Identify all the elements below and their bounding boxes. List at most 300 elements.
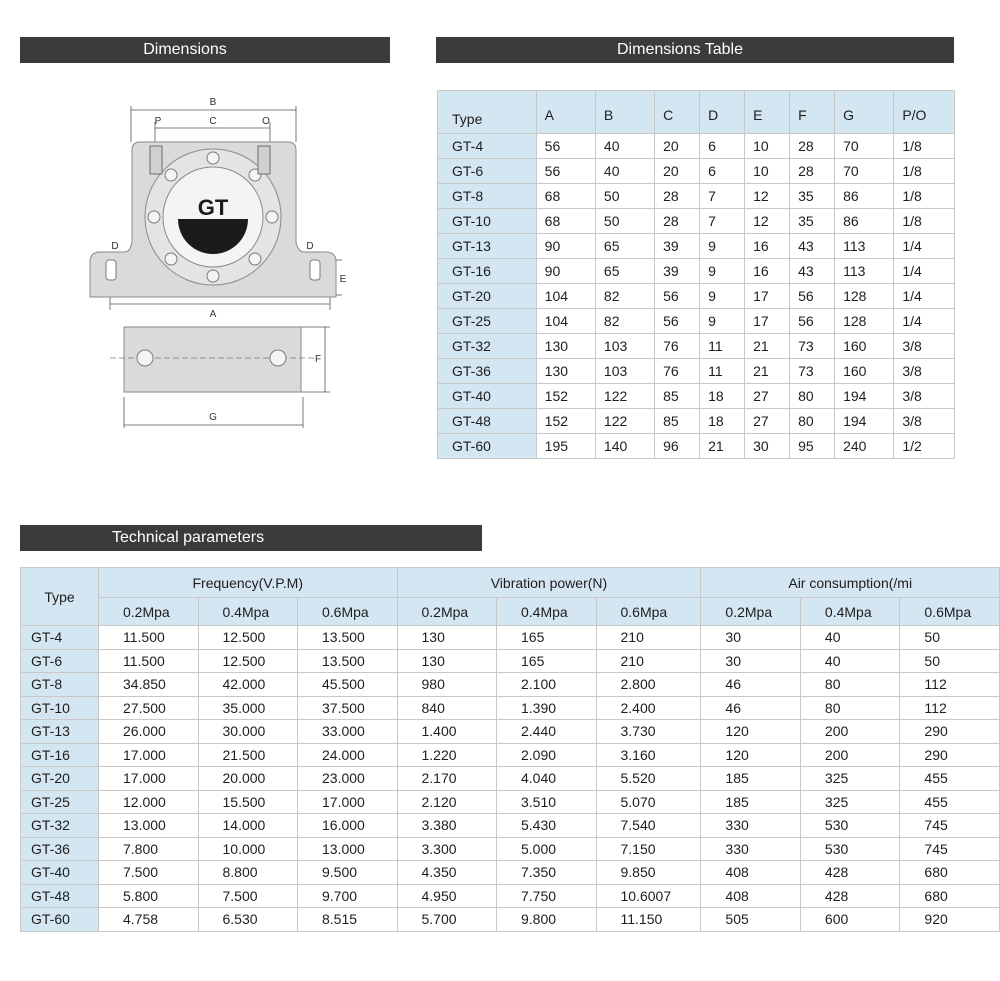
table-cell: 325 [800, 790, 900, 814]
table-cell: 39 [655, 234, 700, 259]
type-cell: GT-8 [438, 184, 537, 209]
table-cell: 210 [596, 649, 701, 673]
type-cell: GT-10 [21, 696, 99, 720]
table-cell: 34.850 [99, 673, 199, 697]
table-cell: 165 [497, 649, 597, 673]
group-header: Frequency(V.P.M) [99, 568, 398, 598]
column-header: G [835, 91, 894, 134]
table-cell: 408 [701, 861, 801, 885]
table-cell: 40 [800, 649, 900, 673]
table-cell: 11 [700, 359, 745, 384]
table-cell: 4.758 [99, 908, 199, 932]
table-cell: 13.000 [99, 814, 199, 838]
type-cell: GT-20 [438, 284, 537, 309]
table-cell: 14.000 [198, 814, 298, 838]
table-cell: 26.000 [99, 720, 199, 744]
table-cell: 16 [745, 259, 790, 284]
table-cell: 3.730 [596, 720, 701, 744]
table-cell: 17.000 [298, 790, 398, 814]
table-cell: 1/2 [894, 434, 955, 459]
table-cell: 505 [701, 908, 801, 932]
table-cell: 27.500 [99, 696, 199, 720]
table-cell: 5.700 [397, 908, 497, 932]
table-cell: 1.390 [497, 696, 597, 720]
table-cell: 290 [900, 720, 1000, 744]
label-b: B [209, 97, 217, 108]
dimensions-table [437, 90, 955, 459]
table-cell: 80 [790, 409, 835, 434]
table-cell: 330 [701, 837, 801, 861]
technical-parameters-heading: Technical parameters [20, 525, 482, 551]
table-row [21, 908, 1000, 932]
table-cell: 56 [536, 134, 595, 159]
pressure-header: 0.6Mpa [298, 598, 398, 626]
type-cell: GT-16 [438, 259, 537, 284]
table-row [438, 409, 955, 434]
table-cell: 82 [595, 284, 654, 309]
table-row [438, 134, 955, 159]
type-cell: GT-36 [438, 359, 537, 384]
table-cell: 30.000 [198, 720, 298, 744]
table-cell: 40 [595, 159, 654, 184]
table-row [438, 159, 955, 184]
table-cell: 76 [655, 334, 700, 359]
pressure-header-row [21, 598, 1000, 626]
table-cell: 5.520 [596, 767, 701, 791]
type-cell: GT-25 [21, 790, 99, 814]
table-cell: 65 [595, 259, 654, 284]
table-cell: 1.400 [397, 720, 497, 744]
table-cell: 194 [835, 384, 894, 409]
table-row [438, 184, 955, 209]
table-cell: 23.000 [298, 767, 398, 791]
table-cell: 530 [800, 814, 900, 838]
table-cell: 80 [790, 384, 835, 409]
type-cell: GT-48 [438, 409, 537, 434]
table-cell: 428 [800, 884, 900, 908]
label-o: O [262, 116, 270, 127]
table-cell: 3/8 [894, 384, 955, 409]
table-cell: 45.500 [298, 673, 398, 697]
table-cell: 46 [701, 673, 801, 697]
table-cell: 7.540 [596, 814, 701, 838]
pressure-header: 0.4Mpa [497, 598, 597, 626]
table-cell: 122 [595, 409, 654, 434]
table-cell: 86 [835, 209, 894, 234]
table-cell: 13.500 [298, 626, 398, 650]
table-cell: 65 [595, 234, 654, 259]
table-cell: 200 [800, 720, 900, 744]
table-cell: 130 [397, 649, 497, 673]
table-cell: 5.430 [497, 814, 597, 838]
type-cell: GT-13 [21, 720, 99, 744]
type-cell: GT-32 [21, 814, 99, 838]
table-cell: 70 [835, 159, 894, 184]
technical-parameters-table [20, 567, 1000, 932]
type-cell: GT-6 [21, 649, 99, 673]
table-row [21, 837, 1000, 861]
gt-logo: GT [197, 195, 229, 220]
table-cell: 17.000 [99, 767, 199, 791]
pressure-header: 0.4Mpa [198, 598, 298, 626]
column-header: Type [438, 91, 537, 134]
type-cell: GT-60 [438, 434, 537, 459]
table-cell: 3/8 [894, 359, 955, 384]
table-cell: 21 [745, 359, 790, 384]
table-cell: 330 [701, 814, 801, 838]
label-g: G [209, 412, 217, 423]
table-cell: 1/4 [894, 309, 955, 334]
table-cell: 5.800 [99, 884, 199, 908]
table-cell: 12 [745, 209, 790, 234]
table-cell: 9.800 [497, 908, 597, 932]
dimensions-table-header [438, 91, 955, 134]
table-cell: 40 [800, 626, 900, 650]
table-cell: 240 [835, 434, 894, 459]
table-cell: 12.500 [198, 649, 298, 673]
table-cell: 20 [655, 134, 700, 159]
table-cell: 3/8 [894, 334, 955, 359]
type-cell: GT-4 [21, 626, 99, 650]
table-cell: 130 [536, 334, 595, 359]
table-cell: 2.090 [497, 743, 597, 767]
table-cell: 28 [790, 134, 835, 159]
table-cell: 30 [701, 626, 801, 650]
table-cell: 9 [700, 234, 745, 259]
column-header: A [536, 91, 595, 134]
table-row [438, 334, 955, 359]
table-cell: 30 [745, 434, 790, 459]
table-cell: 1/8 [894, 159, 955, 184]
pressure-header: 0.2Mpa [397, 598, 497, 626]
table-row [21, 649, 1000, 673]
table-cell: 9.700 [298, 884, 398, 908]
table-cell: 745 [900, 837, 1000, 861]
table-cell: 7.500 [198, 884, 298, 908]
table-cell: 152 [536, 384, 595, 409]
table-cell: 160 [835, 334, 894, 359]
table-cell: 11.150 [596, 908, 701, 932]
table-cell: 16 [745, 234, 790, 259]
table-cell: 37.500 [298, 696, 398, 720]
table-cell: 160 [835, 359, 894, 384]
column-header: F [790, 91, 835, 134]
table-cell: 113 [835, 259, 894, 284]
pressure-header: 0.6Mpa [900, 598, 1000, 626]
table-cell: 1/4 [894, 284, 955, 309]
table-cell: 7.150 [596, 837, 701, 861]
table-cell: 35 [790, 209, 835, 234]
table-cell: 6.530 [198, 908, 298, 932]
table-cell: 56 [536, 159, 595, 184]
table-cell: 113 [835, 234, 894, 259]
table-cell: 120 [701, 720, 801, 744]
table-cell: 5.070 [596, 790, 701, 814]
table-cell: 2.120 [397, 790, 497, 814]
table-row [21, 767, 1000, 791]
table-cell: 104 [536, 284, 595, 309]
table-cell: 40 [595, 134, 654, 159]
table-cell: 152 [536, 409, 595, 434]
table-cell: 680 [900, 884, 1000, 908]
table-cell: 195 [536, 434, 595, 459]
table-cell: 1/8 [894, 184, 955, 209]
table-cell: 120 [701, 743, 801, 767]
table-cell: 68 [536, 184, 595, 209]
table-row [438, 259, 955, 284]
table-row [438, 384, 955, 409]
table-cell: 7.500 [99, 861, 199, 885]
table-cell: 3.510 [497, 790, 597, 814]
table-cell: 185 [701, 790, 801, 814]
table-cell: 56 [655, 284, 700, 309]
table-cell: 10 [745, 159, 790, 184]
label-d-right: D [306, 241, 314, 252]
table-cell: 1.220 [397, 743, 497, 767]
table-cell: 200 [800, 743, 900, 767]
table-cell: 35.000 [198, 696, 298, 720]
table-cell: 13.000 [298, 837, 398, 861]
table-cell: 70 [835, 134, 894, 159]
table-cell: 185 [701, 767, 801, 791]
table-cell: 428 [800, 861, 900, 885]
table-cell: 27 [745, 384, 790, 409]
table-row [438, 309, 955, 334]
table-cell: 128 [835, 309, 894, 334]
type-cell: GT-8 [21, 673, 99, 697]
table-cell: 325 [800, 767, 900, 791]
table-cell: 980 [397, 673, 497, 697]
table-cell: 4.350 [397, 861, 497, 885]
table-cell: 28 [655, 209, 700, 234]
table-cell: 3.160 [596, 743, 701, 767]
table-cell: 85 [655, 409, 700, 434]
table-cell: 73 [790, 359, 835, 384]
table-row [21, 696, 1000, 720]
table-cell: 1/4 [894, 234, 955, 259]
table-cell: 50 [900, 649, 1000, 673]
table-cell: 24.000 [298, 743, 398, 767]
table-cell: 104 [536, 309, 595, 334]
table-row [438, 234, 955, 259]
group-header-row [21, 568, 1000, 598]
vibrator-dimension-drawing [70, 92, 370, 432]
table-cell: 455 [900, 767, 1000, 791]
table-cell: 2.800 [596, 673, 701, 697]
dimensions-table-heading: Dimensions Table [436, 37, 954, 63]
pressure-header: 0.6Mpa [596, 598, 701, 626]
pressure-header: 0.2Mpa [99, 598, 199, 626]
table-cell: 6 [700, 134, 745, 159]
pressure-header: 0.4Mpa [800, 598, 900, 626]
table-cell: 11.500 [99, 626, 199, 650]
table-cell: 39 [655, 259, 700, 284]
table-cell: 96 [655, 434, 700, 459]
table-cell: 21 [745, 334, 790, 359]
type-cell: GT-40 [21, 861, 99, 885]
table-cell: 56 [790, 284, 835, 309]
table-cell: 4.040 [497, 767, 597, 791]
table-cell: 80 [800, 673, 900, 697]
table-cell: 50 [595, 209, 654, 234]
table-cell: 80 [800, 696, 900, 720]
table-cell: 76 [655, 359, 700, 384]
label-e: E [339, 274, 347, 285]
table-cell: 210 [596, 626, 701, 650]
table-cell: 50 [595, 184, 654, 209]
table-cell: 2.170 [397, 767, 497, 791]
table-cell: 7.750 [497, 884, 597, 908]
dimensions-heading: Dimensions [20, 37, 390, 63]
type-cell: GT-25 [438, 309, 537, 334]
table-cell: 56 [790, 309, 835, 334]
type-cell: GT-10 [438, 209, 537, 234]
table-cell: 73 [790, 334, 835, 359]
label-c: C [209, 116, 217, 127]
table-cell: 10.6007 [596, 884, 701, 908]
table-cell: 28 [655, 184, 700, 209]
type-header: Type [21, 568, 99, 626]
table-cell: 11.500 [99, 649, 199, 673]
table-row [438, 434, 955, 459]
technical-parameters-table-wrap [20, 567, 972, 937]
table-cell: 408 [701, 884, 801, 908]
table-cell: 56 [655, 309, 700, 334]
table-cell: 20.000 [198, 767, 298, 791]
column-header: B [595, 91, 654, 134]
table-cell: 9 [700, 259, 745, 284]
table-cell: 112 [900, 696, 1000, 720]
table-cell: 1/4 [894, 259, 955, 284]
table-cell: 16.000 [298, 814, 398, 838]
table-cell: 3.380 [397, 814, 497, 838]
table-cell: 290 [900, 743, 1000, 767]
table-cell: 20 [655, 159, 700, 184]
table-cell: 745 [900, 814, 1000, 838]
table-cell: 33.000 [298, 720, 398, 744]
table-cell: 68 [536, 209, 595, 234]
label-a: A [209, 309, 217, 320]
table-cell: 15.500 [198, 790, 298, 814]
table-cell: 7.800 [99, 837, 199, 861]
table-cell: 9 [700, 284, 745, 309]
table-cell: 17 [745, 284, 790, 309]
table-cell: 1/8 [894, 134, 955, 159]
table-cell: 455 [900, 790, 1000, 814]
table-cell: 46 [701, 696, 801, 720]
group-header: Air consumption(/mi [701, 568, 1000, 598]
table-cell: 140 [595, 434, 654, 459]
table-row [438, 359, 955, 384]
table-cell: 3/8 [894, 409, 955, 434]
table-cell: 86 [835, 184, 894, 209]
table-row [21, 743, 1000, 767]
table-cell: 1/8 [894, 209, 955, 234]
column-header: C [655, 91, 700, 134]
column-header: E [745, 91, 790, 134]
table-cell: 21 [700, 434, 745, 459]
label-d-left: D [111, 241, 119, 252]
table-cell: 90 [536, 259, 595, 284]
table-row [21, 626, 1000, 650]
table-cell: 85 [655, 384, 700, 409]
type-cell: GT-32 [438, 334, 537, 359]
table-row [21, 861, 1000, 885]
table-row [21, 814, 1000, 838]
table-cell: 9.850 [596, 861, 701, 885]
table-cell: 43 [790, 234, 835, 259]
table-cell: 10.000 [198, 837, 298, 861]
table-cell: 103 [595, 334, 654, 359]
table-row [21, 790, 1000, 814]
table-cell: 11 [700, 334, 745, 359]
table-cell: 8.800 [198, 861, 298, 885]
table-cell: 2.400 [596, 696, 701, 720]
table-cell: 7 [700, 209, 745, 234]
table-cell: 2.100 [497, 673, 597, 697]
type-cell: GT-4 [438, 134, 537, 159]
table-cell: 103 [595, 359, 654, 384]
table-cell: 9 [700, 309, 745, 334]
table-cell: 840 [397, 696, 497, 720]
type-cell: GT-16 [21, 743, 99, 767]
table-cell: 95 [790, 434, 835, 459]
table-cell: 920 [900, 908, 1000, 932]
table-cell: 4.950 [397, 884, 497, 908]
table-cell: 130 [397, 626, 497, 650]
table-cell: 82 [595, 309, 654, 334]
table-row [21, 720, 1000, 744]
table-cell: 12.000 [99, 790, 199, 814]
pressure-header: 0.2Mpa [701, 598, 801, 626]
table-cell: 128 [835, 284, 894, 309]
table-cell: 165 [497, 626, 597, 650]
group-header: Vibration power(N) [397, 568, 701, 598]
table-cell: 194 [835, 409, 894, 434]
table-cell: 9.500 [298, 861, 398, 885]
table-cell: 5.000 [497, 837, 597, 861]
table-cell: 13.500 [298, 649, 398, 673]
type-cell: GT-6 [438, 159, 537, 184]
table-cell: 3.300 [397, 837, 497, 861]
table-cell: 35 [790, 184, 835, 209]
table-cell: 7 [700, 184, 745, 209]
table-cell: 18 [700, 384, 745, 409]
label-p: P [154, 116, 162, 127]
table-cell: 130 [536, 359, 595, 384]
type-cell: GT-48 [21, 884, 99, 908]
table-row [21, 673, 1000, 697]
type-cell: GT-40 [438, 384, 537, 409]
table-row [21, 884, 1000, 908]
table-cell: 42.000 [198, 673, 298, 697]
table-cell: 7.350 [497, 861, 597, 885]
type-cell: GT-13 [438, 234, 537, 259]
column-header: D [700, 91, 745, 134]
table-cell: 12 [745, 184, 790, 209]
table-cell: 30 [701, 649, 801, 673]
table-cell: 90 [536, 234, 595, 259]
table-cell: 50 [900, 626, 1000, 650]
table-cell: 112 [900, 673, 1000, 697]
table-cell: 17.000 [99, 743, 199, 767]
table-cell: 21.500 [198, 743, 298, 767]
table-cell: 43 [790, 259, 835, 284]
type-cell: GT-20 [21, 767, 99, 791]
table-cell: 2.440 [497, 720, 597, 744]
table-cell: 530 [800, 837, 900, 861]
column-header: P/O [894, 91, 955, 134]
